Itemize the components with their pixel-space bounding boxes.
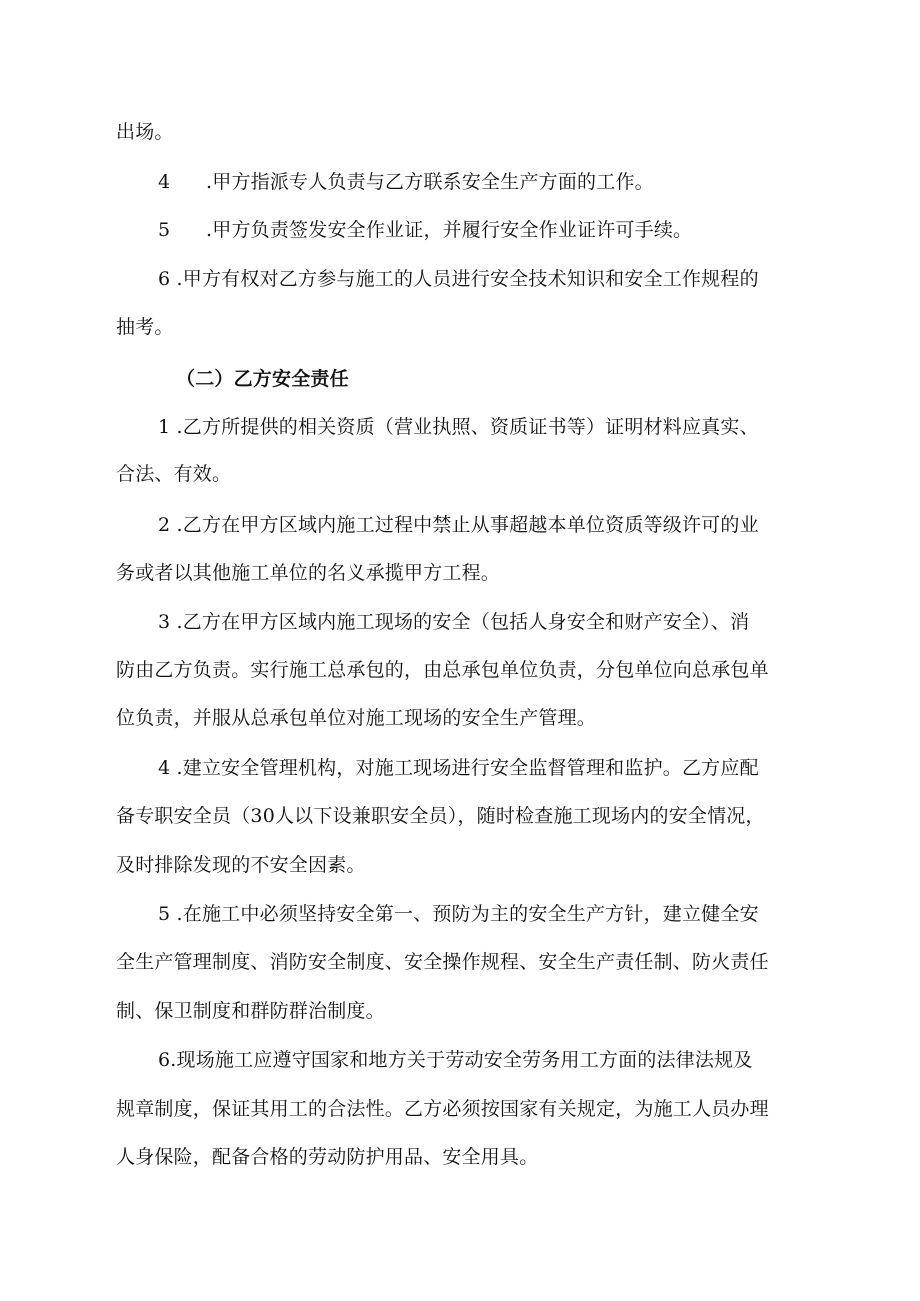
item-2-line-2: 务或者以其他施工单位的名义承揽甲方工程。	[116, 562, 501, 584]
clause-text: .甲方指派专人负责与乙方联系安全生产方面的工作。	[206, 171, 654, 193]
item-5-line-2: 全生产管理制度、消防安全制度、安全操作规程、安全生产责任制、防火责任	[116, 951, 769, 973]
item-3-line-1: 3 .乙方在甲方区域内施工现场的安全（包括人身安全和财产安全）、消	[158, 611, 750, 633]
item-6-line-1: 6.现场施工应遵守国家和地方关于劳动安全劳务用工方面的法律法规及	[158, 1049, 753, 1071]
item-1-line-1: 1 .乙方所提供的相关资质（营业执照、资质证书等）证明材料应真实、	[158, 416, 759, 438]
item-4-line-2: 备专职安全员（30人以下设兼职安全员），随时检查施工现场内的安全情况，	[116, 805, 765, 827]
clause-5	[158, 216, 692, 244]
clause-4	[158, 168, 654, 196]
item-6-line-3: 人身保险，配备合格的劳动防护用品、安全用具。	[116, 1146, 539, 1168]
section-heading: （二）乙方安全责任	[176, 368, 349, 390]
clause-text: .甲方负责签发安全作业证，并履行安全作业证许可手续。	[206, 219, 693, 241]
paragraph-continuation: 出场。	[116, 121, 174, 143]
item-4-line-3: 及时排除发现的不安全因素。	[116, 854, 366, 876]
item-6-line-2: 规章制度，保证其用工的合法性。乙方必须按国家有关规定，为施工人员办理	[116, 1098, 769, 1120]
clause-number: 4	[158, 171, 171, 193]
item-3-line-2: 防由乙方负责。实行施工总承包的，由总承包单位负责，分包单位向总承包单	[116, 659, 769, 681]
item-3-line-3: 位负责，并服从总承包单位对施工现场的安全生产管理。	[116, 707, 597, 729]
clause-number: 5	[158, 219, 171, 241]
item-5-line-3: 制、保卫制度和群防群治制度。	[116, 1000, 385, 1022]
item-5-line-1: 5 .在施工中必须坚持安全第一、预防为主的安全生产方针，建立健全安	[158, 903, 759, 925]
item-4-line-1: 4 .建立安全管理机构，对施工现场进行安全监督管理和监护。乙方应配	[158, 757, 759, 779]
item-1-line-2: 合法、有效。	[116, 463, 232, 485]
clause-6-line-1: 6 .甲方有权对乙方参与施工的人员进行安全技术知识和安全工作规程的	[158, 268, 759, 290]
clause-6-line-2: 抽考。	[116, 316, 174, 338]
item-2-line-1: 2 .乙方在甲方区域内施工过程中禁止从事超越本单位资质等级许可的业	[158, 514, 759, 536]
